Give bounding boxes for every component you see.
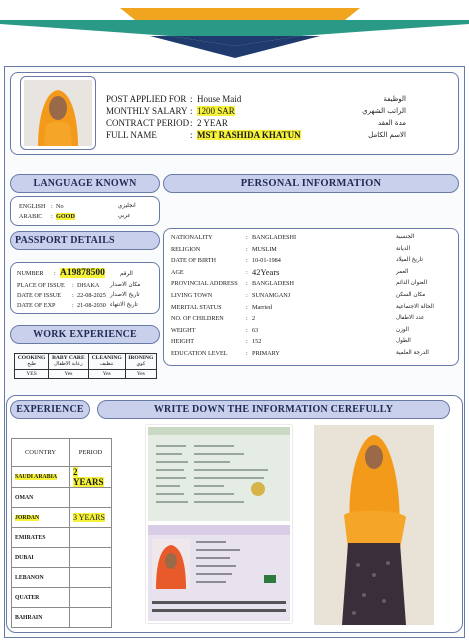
profile-arabic: الاسم الكامل: [368, 131, 406, 139]
header-banner: [0, 0, 469, 62]
passport-label: DATE OF EXP: [17, 302, 56, 309]
experience-country-cell: [12, 467, 70, 488]
personal-colon: :: [246, 338, 248, 346]
experience-country-cell: [12, 488, 70, 508]
language-colon: :: [51, 213, 53, 220]
personal-colon: :: [246, 257, 248, 265]
experience-period-cell: [70, 467, 112, 488]
personal-value: MUSLIM: [252, 245, 277, 253]
profile-arabic: الوظيفة: [383, 95, 406, 103]
experience-period: 2 YEARS: [73, 467, 104, 487]
experience-country: QUATER: [15, 594, 40, 601]
work-column-value: Yes: [88, 369, 125, 378]
personal-arabic: الدرجة العلمية: [396, 350, 429, 356]
passport-colon: :: [72, 292, 74, 299]
personal-value: BANGLADESHI: [252, 234, 296, 241]
language-arabic: عربي: [118, 213, 131, 219]
experience-country-cell: [12, 568, 70, 588]
passport-label: NUMBER: [17, 270, 44, 277]
personal-colon: :: [246, 292, 248, 299]
personal-colon: :: [246, 326, 248, 334]
profile-label: FULL NAME: [106, 130, 157, 140]
personal-colon: :: [246, 315, 248, 323]
experience-col-period: PERIOD: [70, 439, 112, 467]
experience-period-cell: [70, 488, 112, 508]
personal-colon: :: [246, 350, 248, 357]
work-column-ar: رعاية الاطفال: [54, 361, 83, 368]
passport-colon: :: [72, 302, 74, 309]
personal-arabic: الديانة: [396, 245, 411, 252]
personal-label: WEIGHT: [171, 326, 196, 334]
profile-value: MST RASHIDA KHATUN: [197, 130, 301, 140]
personal-label: NO. OF CHILDREN: [171, 315, 224, 323]
personal-value: SUNAMGANJ: [252, 292, 291, 299]
personal-label: EDUCATION LEVEL: [171, 350, 228, 357]
experience-col-country: COUNTRY: [12, 439, 70, 467]
passport-colon: :: [54, 270, 56, 277]
personal-value: BANGLADESH: [252, 280, 294, 288]
personal-value: 42Years: [252, 266, 280, 277]
experience-country: OMAN: [15, 494, 34, 501]
profile-label: CONTRACT PERIOD: [106, 118, 190, 128]
personal-label: RELIGION: [171, 245, 201, 253]
work-column-ar: طبخ: [27, 361, 36, 368]
experience-period-cell: [70, 588, 112, 608]
passport-arabic: مكان الاصدار: [110, 282, 141, 288]
personal-arabic: العمر: [396, 268, 409, 275]
work-column-value: YES: [15, 369, 49, 378]
profile-value: 2 YEAR: [197, 118, 228, 128]
passport-value: 21-08-2030: [77, 302, 106, 309]
work-column-value: Yes: [49, 369, 89, 378]
passport-arabic: تاريخ الاصدار: [110, 292, 140, 298]
profile-label: POST APPLIED FOR: [106, 94, 187, 104]
personal-arabic: الوزن: [396, 326, 409, 333]
passport-value: DHAKA: [77, 282, 100, 289]
experience-country: BAHRAIN: [15, 614, 43, 621]
experience-row: [12, 508, 112, 528]
personal-colon: :: [246, 303, 248, 311]
profile-arabic: الراتب الشهري: [362, 107, 406, 115]
personal-arabic: عدد الاطفال: [396, 315, 425, 322]
profile-colon: :: [190, 130, 193, 140]
work-column-ar: كوي: [136, 361, 146, 368]
personal-colon: :: [246, 268, 248, 276]
experience-table: [11, 438, 112, 628]
work-title: WORK EXPERIENCE: [10, 325, 160, 344]
passport-value: 22-08-2025: [77, 292, 106, 299]
personal-label: AGE: [171, 268, 184, 276]
experience-country: EMIRATES: [15, 534, 46, 541]
work-column-en: COOKING: [17, 355, 46, 361]
profile-colon: :: [190, 106, 193, 116]
profile-colon: :: [190, 118, 193, 128]
profile-arabic: مدة العقد: [378, 119, 406, 127]
experience-row: [12, 608, 112, 628]
personal-value: 63: [252, 326, 259, 334]
personal-value: PRIMARY: [252, 350, 280, 357]
personal-colon: :: [246, 234, 248, 241]
personal-value: Married: [252, 303, 272, 311]
personal-arabic: مكان السكن: [396, 292, 426, 298]
personal-label: PROVINCIAL ADDRESS: [171, 280, 238, 288]
profile-value: House Maid: [197, 94, 242, 104]
experience-country: SAUDI ARABIA: [15, 474, 58, 480]
experience-country-cell: [12, 608, 70, 628]
language-label: ENGLISH: [19, 203, 46, 210]
experience-period: 3 YEARS: [73, 513, 105, 522]
personal-label: LIVING TOWN: [171, 292, 213, 299]
passport-title: PASSPORT DETAILS: [10, 231, 160, 250]
work-column-ar: تنظيف: [99, 361, 114, 368]
personal-label: HEIGHT: [171, 338, 195, 346]
experience-title: EXPERIENCE: [10, 400, 90, 419]
experience-country: LEBANON: [15, 574, 44, 581]
work-column-en: IRONING: [128, 355, 154, 361]
work-column-en: BABY CARE: [52, 355, 85, 361]
work-column-value: Yes: [125, 369, 156, 378]
experience-period-cell: [70, 568, 112, 588]
personal-arabic: العنوان الدائم: [396, 280, 428, 287]
experience-period-cell: [70, 528, 112, 548]
language-label: ARABIC: [19, 213, 43, 220]
personal-arabic: تاريخ الميلاد: [396, 257, 423, 264]
passport-label: DATE OF ISSUE: [17, 292, 62, 299]
experience-row: [12, 568, 112, 588]
experience-row: [12, 588, 112, 608]
profile-value: 1200 SAR: [197, 106, 235, 116]
personal-title: PERSONAL INFORMATION: [163, 174, 459, 193]
work-table: [14, 353, 157, 379]
profile-label: MONTHLY SALARY: [106, 106, 188, 116]
personal-arabic: الطول: [396, 338, 411, 345]
write-title: WRITE DOWN THE INFORMATION CEREFULLY: [97, 400, 450, 419]
personal-colon: :: [246, 280, 248, 288]
experience-period-cell: [70, 548, 112, 568]
full-body-photo: [314, 425, 434, 625]
passport-arabic: تاريخ الانتهاء: [110, 302, 138, 308]
experience-row: [12, 528, 112, 548]
experience-row: [12, 488, 112, 508]
language-title: LANGUAGE KNOWN: [10, 174, 160, 193]
personal-value: 152: [252, 338, 262, 346]
experience-country-cell: [12, 508, 70, 528]
passport-scan-image: [146, 425, 292, 623]
work-column-header: [88, 354, 125, 370]
personal-arabic: الجنسية: [396, 234, 415, 240]
work-column-header: [15, 354, 49, 370]
experience-row: [12, 548, 112, 568]
language-value: No: [56, 203, 64, 210]
work-column-en: CLEANING: [91, 355, 122, 361]
personal-arabic: الحالة الاجتماعية: [396, 303, 434, 310]
experience-country-cell: [12, 528, 70, 548]
personal-label: DATE OF BIRTH: [171, 257, 217, 265]
experience-period-cell: [70, 608, 112, 628]
work-column-header: [49, 354, 89, 370]
passport-arabic: الرقم: [120, 271, 133, 277]
experience-country-cell: [12, 548, 70, 568]
language-card: [10, 196, 160, 226]
personal-value: 2: [252, 315, 256, 323]
experience-country-cell: [12, 588, 70, 608]
personal-colon: :: [246, 245, 248, 253]
experience-header-row: [12, 439, 112, 467]
profile-colon: :: [190, 94, 193, 104]
personal-label: NATIONALITY: [171, 234, 213, 241]
profile-photo: [24, 80, 92, 146]
personal-value: 10-01-1984: [252, 257, 281, 265]
language-arabic: انجليزي: [118, 203, 136, 209]
work-column-header: [125, 354, 156, 370]
experience-row: [12, 467, 112, 488]
passport-label: PLACE OF ISSUE: [17, 282, 65, 289]
experience-country: DUBAI: [15, 554, 34, 561]
experience-country: JORDAN: [15, 514, 40, 521]
experience-period-cell: [70, 508, 112, 528]
personal-label: MERITAL STATUS: [171, 303, 222, 311]
passport-value: A19878500: [60, 268, 105, 278]
language-colon: :: [51, 203, 53, 210]
passport-colon: :: [72, 282, 74, 289]
language-value: GOOD: [56, 213, 75, 220]
